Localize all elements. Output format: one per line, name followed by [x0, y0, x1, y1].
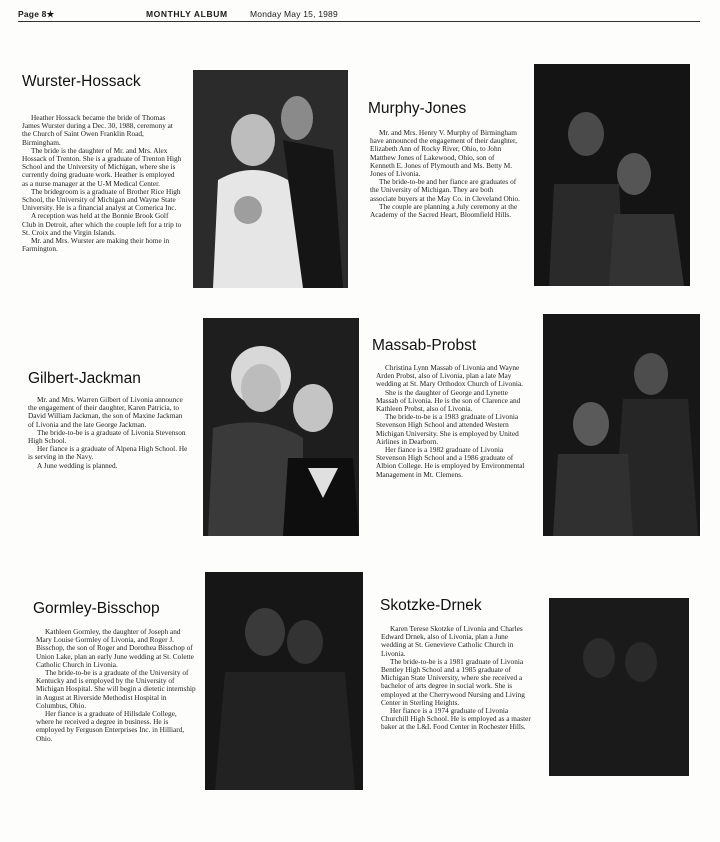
paragraph: Her fiance is a 1982 graduate of Livonia Stevenson High School and a 1986 graduate of Albion College. He is employed by Environmental Management in Mt. Clemens. — [376, 445, 525, 479]
paragraph: The bride-to-be is a graduate of the University of Kentucky and is employed by the University of Michigan Hospital. She will begin a dietetic internship in August at Riverside Methodist Hospital in Columbus, Ohio. — [36, 668, 196, 710]
paragraph: The bride-to-be is a 1983 graduate of Livonia Stevenson High School and attended Western Michigan University. She is employed by United Airlines in Dearborn. — [376, 412, 519, 446]
paragraph: Her fiance is a 1974 graduate of Livonia Churchill High School. He is employed as a master baker at the L&L Food Center in Rochester Hills. — [381, 706, 531, 732]
engagement-photo-skotzke-drnek — [549, 598, 689, 776]
paragraph: The couple are planning a July ceremony at the Academy of the Sacred Heart, Bloomfield Hills. — [370, 201, 518, 220]
engagement-photo-murphy-jones — [534, 64, 690, 286]
paragraph: Heather Hossack became the bride of Thomas James Wurster during a Dec. 30, 1988, ceremony at the Church of Saint Owen Franklin Road, Birmingham. — [22, 113, 173, 147]
header-rule — [18, 21, 700, 22]
paragraph: Karen Terese Skotzke of Livonia and Charles Edward Drnek, also of Livonia, plan a June wedding at St. Genevieve Catholic Church in Livonia. — [381, 624, 523, 658]
paragraph: A reception was held at the Bonnie Brook Golf Club in Detroit, after which the couple left for a trip to St. Croix and the Virgin Islands. — [22, 211, 182, 237]
announcement-body-gilbert-jackman — [28, 396, 188, 470]
paragraph: Kathleen Gormley, the daughter of Joseph and Mary Louise Gormley of Livonia, and Roger J. Bisschop, the son of Roger and Dorothea Bisschop of Union Lake, plan an early June wedding at St. Colette Catholic Church in Livonia. — [36, 627, 194, 669]
announcement-title-skotzke-drnek: Skotzke-Drnek — [380, 597, 482, 614]
announcement-title-wurster-hossack: Wurster-Hossack — [22, 73, 141, 90]
announcement-title-gormley-bisschop: Gormley-Bisschop — [33, 600, 160, 617]
paragraph: The bridegroom is a graduate of Brother Rice High School, the University of Michigan and Wayne State University. He is a financial analyst at Comerica Inc. — [22, 186, 181, 213]
engagement-photo-gilbert-jackman — [203, 318, 359, 536]
announcement-title-gilbert-jackman: Gilbert-Jackman — [28, 370, 141, 387]
issue-date: Monday May 15, 1989 — [250, 9, 338, 19]
announcement-body-gormley-bisschop — [36, 628, 196, 743]
announcement-body-wurster-hossack — [22, 114, 182, 253]
paragraph: Her fiance is a graduate of Alpena High School. He is serving in the Navy. — [28, 444, 188, 462]
paragraph: The bride-to-be is a 1981 graduate of Livonia Bentley High School and a 1985 graduate of Michigan State University, where she received a bachelor of arts degree in social work. She is employed at the Cherrywood Nursing and Living Center in Sterling Heights. — [381, 656, 525, 707]
paragraph: The bride-to-be is a graduate of Livonia Stevenson High School. — [28, 427, 186, 446]
paragraph: Her fiance is a graduate of Hillsdale College, where he received a degree in business. He is employed by Ferguson Enterprises Inc. in Hilliard, Ohio. — [36, 709, 185, 743]
page-number: Page 8★ — [18, 9, 55, 19]
engagement-photo-massab-probst — [543, 314, 700, 536]
engagement-photo-gormley-bisschop — [205, 572, 363, 790]
paragraph: Mr. and Mrs. Wurster are making their home in Farmington. — [22, 236, 170, 254]
paragraph: Christina Lynn Massab of Livonia and Wayne Arden Probst, also of Livonia, plan a late May wedding at St. Mary Orthodox Church of Livonia. — [376, 363, 523, 389]
announcement-body-massab-probst — [376, 364, 528, 479]
paragraph: The bride is the daughter of Mr. and Mrs. Alex Hossack of Trenton. She is a graduate of Trenton High School and the University of Michigan, where she is currently doing graduate work. Heather is employed as a nurse manager at the U-M Medical Center. — [22, 145, 182, 188]
wedding-photo-wurster-hossack — [193, 70, 348, 288]
announcement-body-murphy-jones — [370, 129, 520, 219]
announcement-body-skotzke-drnek — [381, 625, 533, 732]
paragraph: Mr. and Mrs. Henry V. Murphy of Birmingham have announced the engagement of their daughter, Elizabeth Ann of Rocky River, Ohio, to John Matthew Jones of Lakewood, Ohio, son of Kenneth E. Jones of Plymouth and Ms. Betty M. Jones of Livonia. — [370, 128, 518, 179]
section-name: MONTHLY ALBUM — [146, 9, 228, 19]
announcement-title-massab-probst: Massab-Probst — [372, 337, 477, 354]
paragraph: Mr. and Mrs. Warren Gilbert of Livonia announce the engagement of their daughter, Karen Patricia, to David William Jackman, the son of Maxine Jackman of Livonia and the late George Jackman. — [28, 395, 183, 429]
paragraph: She is the daughter of George and Lynette Massab of Livonia. He is the son of Clarence and Kathleen Probst, also of Livonia. — [376, 387, 521, 414]
paragraph: A June wedding is planned. — [37, 460, 118, 470]
announcement-title-murphy-jones: Murphy-Jones — [368, 100, 467, 117]
paragraph: The bride-to-be and her fiance are graduates of the University of Michigan. They are both associate buyers at the May Co. in Cleveland Ohio. — [370, 177, 520, 203]
